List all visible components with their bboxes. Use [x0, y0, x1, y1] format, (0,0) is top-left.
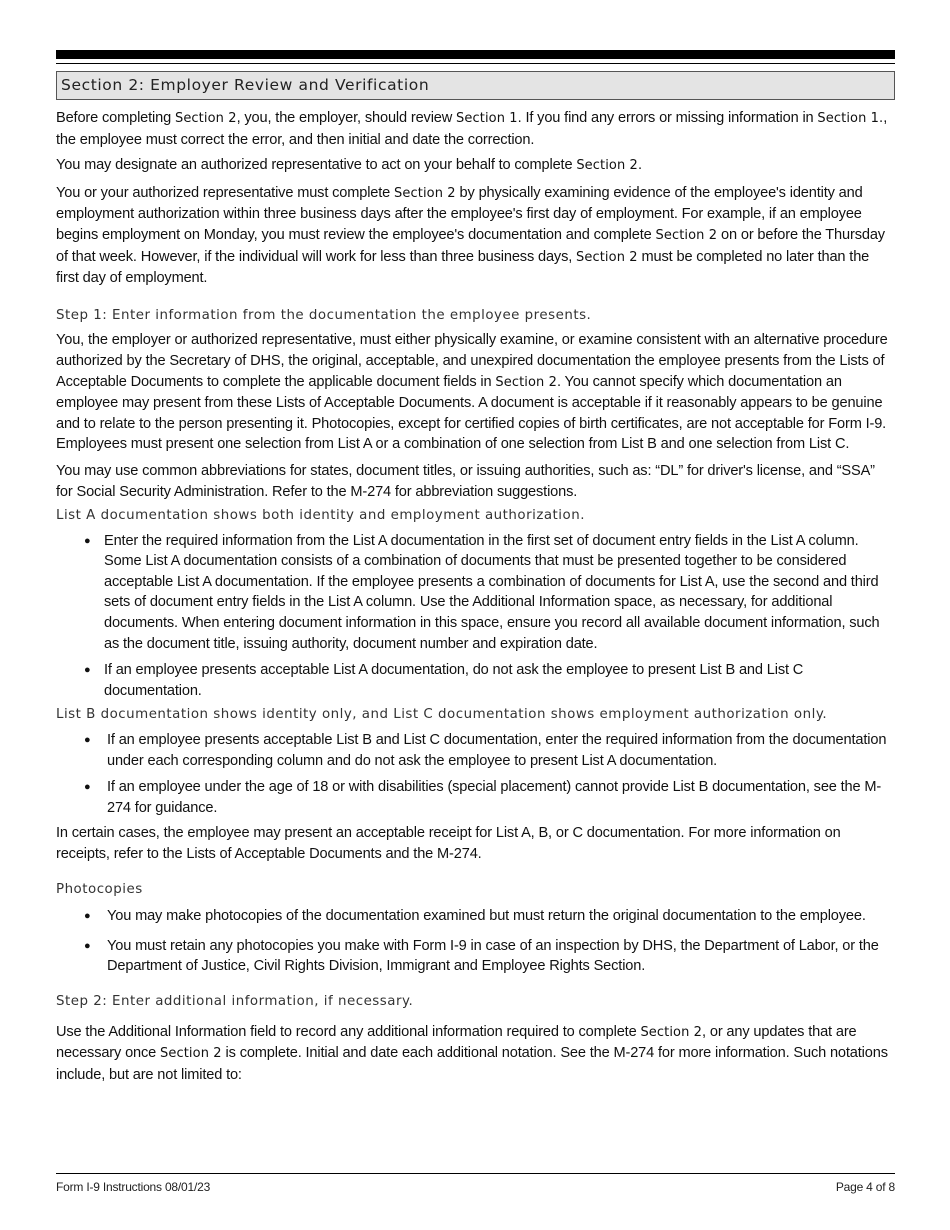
section-title-bar: [56, 71, 895, 100]
list-bc-bullets: [56, 730, 895, 818]
paragraph-review-section1: Before completing Section 2, you, the employer, should review Section 1. If you find any errors or missing information in Section 1., the employee must correct the error, and then initial and date the correction.: [56, 110, 888, 148]
header-rule-thin: [56, 63, 895, 64]
list-item: ● You must retain any photocopies you make with Form I-9 in case of an inspection by DHS, the Department of Labor, or the Department of Justice, Civil Rights Division, Immigrant and Employee Rights Section.: [84, 937, 879, 975]
bullet-icon: ●: [84, 534, 91, 547]
photocopies-heading: Photocopies: [56, 881, 143, 897]
paragraph-abbreviations: You may use common abbreviations for states, document titles, or issuing authorities, such as: “DL” for driver's license, and “SSA” for Social Security Administration. Refer to the M-274 for abbreviation suggestions.: [56, 462, 875, 500]
list-item: ● If an employee presents acceptable List A documentation, do not ask the employee to present List B and List C documentation.: [84, 662, 804, 699]
photocopies-bullets: [56, 906, 895, 977]
list-a-heading: List A documentation shows both identity and employment authorization.: [56, 508, 585, 524]
list-bc-heading: List B documentation shows identity only, and List C documentation shows employment authorization only.: [56, 707, 828, 723]
list-item: ● You may make photocopies of the documentation examined but must return the original documentation to the employee.: [56, 906, 895, 927]
step1-heading: Step 1: Enter information from the documentation the employee presents.: [56, 307, 592, 323]
section-title: Section 2: Employer Review and Verification: [61, 76, 430, 94]
footer-page-number: Page 4 of 8: [835, 1180, 895, 1194]
list-item: ● Enter the required information from the List A documentation in the first set of document entry fields in the List A column. Some List A documentation consists of a combination of documents that must be presented together to be considered acceptable List A documentation. If the employee presents a combination of documents for List A, use the second and third sets of document entry fields in the List A column. Use the Additional Information space, as necessary, for additional documents. When entering document information in this space, ensure you record all available document information, such as the document title, issuing authority, document number and expiration date.: [84, 532, 880, 652]
paragraph-additional-information: Use the Additional Information field to record any additional information required to complete Section 2, or any updates that are necessary once Section 2 is complete. Initial and date each additional notation. See the M-274 for more information. Such notations include, but are not limited to:: [56, 1023, 888, 1083]
bullet-icon: ●: [84, 910, 91, 923]
paragraph-authorized-representative: You may designate an authorized representative to act on your behalf to complete Section 2.: [56, 157, 642, 174]
instructions-page: [56, 50, 895, 1085]
bullet-icon: ●: [84, 734, 91, 747]
footer-form-version: Form I-9 Instructions 08/01/23: [56, 1180, 211, 1194]
bullet-icon: ●: [84, 781, 91, 794]
list-a-bullets: [56, 531, 895, 702]
bullet-icon: ●: [84, 664, 91, 677]
header-rule-thick: [56, 50, 895, 59]
list-item: ● If an employee presents acceptable List B and List C documentation, enter the required information from the documentation under each corresponding column and do not ask the employee to present List A documentation.: [84, 732, 887, 769]
paragraph-three-business-days: You or your authorized representative must complete Section 2 by physically examining evidence of the employee's identity and employment authorization within three business days after the employee's first day of employment. For example, if an employee begins employment on Monday, you must review the employee's documentation and complete Section 2 on or before the Thursday of that week. However, if the individual will work for less than three business days, Section 2 must be completed no later than the first day of employment.: [56, 184, 885, 287]
footer-rule: [56, 1173, 895, 1174]
list-item: ● If an employee under the age of 18 or with disabilities (special placement) cannot provide List B documentation, see the M-274 for guidance.: [84, 779, 882, 816]
paragraph-receipts: In certain cases, the employee may present an acceptable receipt for List A, B, or C documentation. For more information on receipts, refer to the Lists of Acceptable Documents and the M-274.: [56, 825, 841, 862]
step2-heading: Step 2: Enter additional information, if necessary.: [56, 993, 414, 1009]
bullet-icon: ●: [84, 939, 91, 952]
paragraph-examine-documents: You, the employer or authorized representative, must either physically examine, or examine consistent with an alternative procedure authorized by the Secretary of DHS, the original, acceptable, and unexpired documentation the employee presents from the Lists of Acceptable Documents to complete the applicable document fields in Section 2. You cannot specify which documentation an employee may present from these Lists of Acceptable Documents. A document is acceptable if it reasonably appears to be genuine and to relate to the person presenting it. Photocopies, except for certified copies of birth certificates, are not acceptable for Form I-9. Employees must present one selection from List A or a combination of one selection from List B and one selection from List C.: [56, 332, 888, 453]
